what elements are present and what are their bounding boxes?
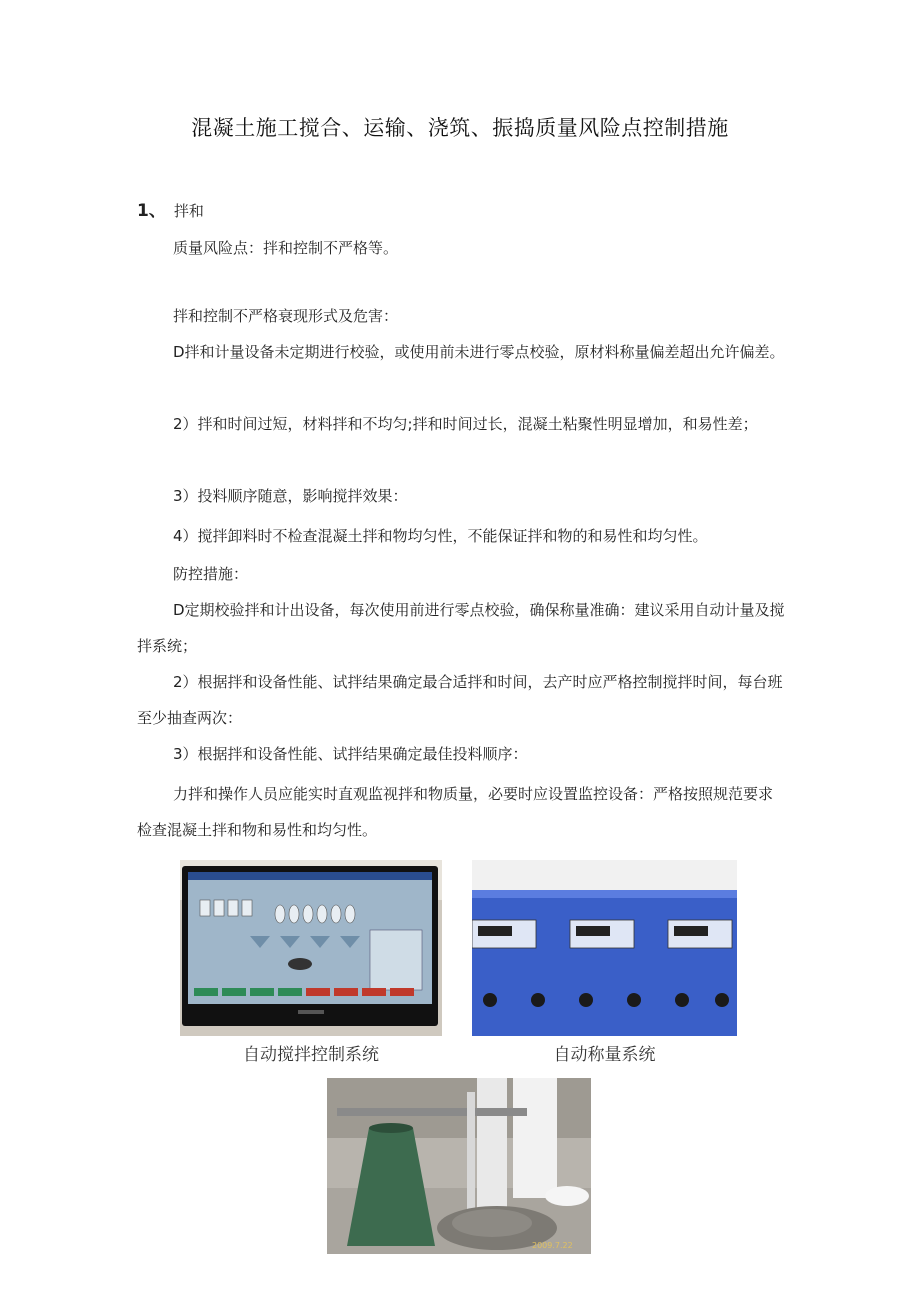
date-stamp: 2009.7.22 [532,1241,573,1250]
slump-test-photo [327,1078,591,1254]
paragraph-hazard-heading: 拌和控制不严格衰现形式及危害： [173,307,399,325]
control-system-photo [180,860,442,1036]
paragraph-hazard-2: 2）拌和时间过短，材料拌和不均匀;拌和时间过长，混凝土粘聚性明显增加，和易性差； [173,415,758,433]
paragraph-measure-3: 3）根据拌和设备性能、试拌结果确定最佳投料顺序： [173,745,528,763]
page-title: 混凝土施工搅合、运输、浇筑、振捣质量风险点控制措施 [191,116,729,140]
paragraph-hazard-4: 4）搅拌卸料时不检查混凝土拌和物均匀性，不能保证拌和物的和易性和均匀性。 [173,527,708,545]
section-number: 1、 [137,201,166,221]
weighing-system-caption: 自动称量系统 [553,1045,656,1065]
paragraph-measures-heading: 防控措施： [173,565,249,583]
paragraph-measure-4: 力拌和操作人员应能实时直观监视拌和物质量，必要时应设置监控设备：严格按照规范要求检查混凝土拌和物和易性和均匀性。 [137,785,774,839]
weighing-system-photo [472,860,737,1036]
paragraph-measure-2: 2）根据拌和设备性能、试拌结果确定最合适拌和时间，去产时应严格控制搅拌时间，每台班至少抽查两次： [137,673,783,727]
control-system-caption: 自动搅拌控制系统 [243,1045,379,1065]
paragraph-risk-point: 质量风险点：拌和控制不严格等。 [173,239,399,257]
paragraph-hazard-1: D拌和计量设备未定期进行校验，或使用前未进行零点校验，原材料称量偏差超出允许偏差。 [173,343,785,361]
section-heading [137,196,204,221]
section-title: 拌和 [173,202,204,220]
paragraph-hazard-3: 3）投料顺序随意，影响搅拌效果： [173,487,408,505]
paragraph-measure-1: D定期校验拌和计出设备，每次使用前进行零点校验，确保称量准确：建议采用自动计量及搅拌系统； [137,601,785,655]
